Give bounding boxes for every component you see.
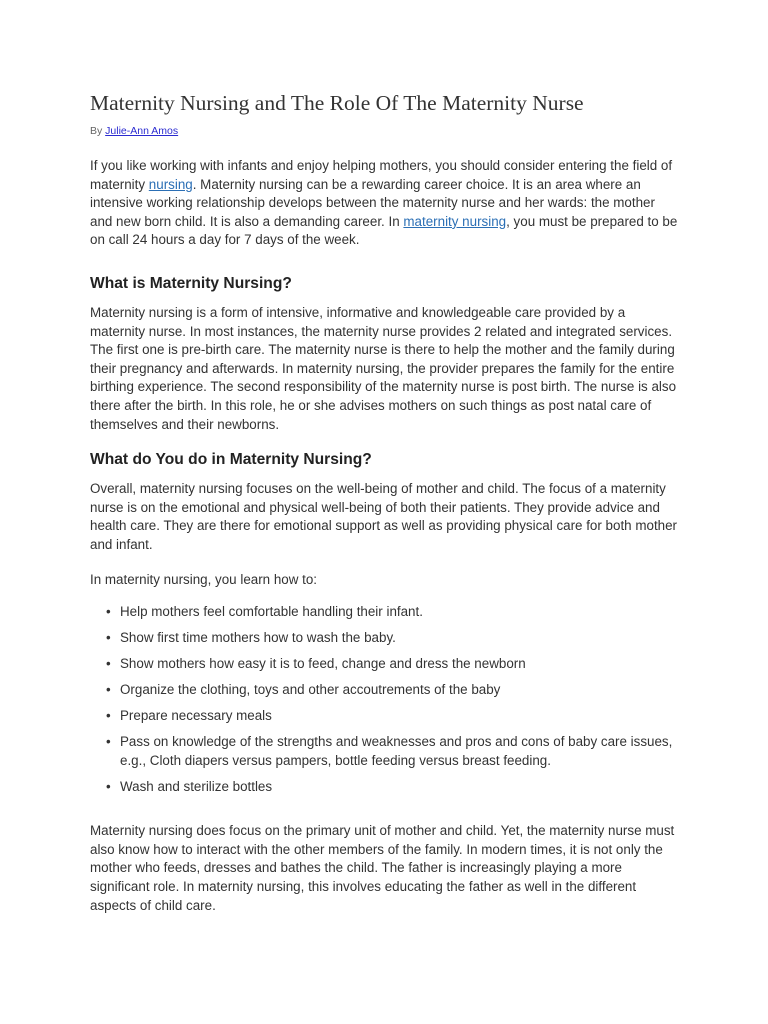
bullet-icon: • [106, 682, 111, 698]
intro-text-2: . Maternity nursing can be a rewarding career choice. It is an area where an intensive working relationship develops between the maternity nurse and her wards: the mother and new born child. It is also a demanding career. In [90, 176, 655, 229]
article-title: Maternity Nursing and The Role Of The Maternity Nurse [90, 91, 584, 115]
nursing-link[interactable]: nursing [148, 176, 193, 192]
byline-prefix: By [90, 125, 106, 137]
list-item: • Show mothers how easy it is to feed, change and dress the newborn [120, 655, 680, 674]
section-heading-what-do: What do You do in Maternity Nursing? [90, 451, 372, 469]
intro-paragraph [90, 157, 680, 250]
section-heading-what-is: What is Maternity Nursing? [90, 274, 292, 292]
article-body [90, 157, 680, 915]
maternity-nursing-link[interactable]: maternity nursing [403, 213, 507, 229]
list-item: • Show first time mothers how to wash the baby. [120, 629, 680, 648]
bullet-icon: • [106, 656, 111, 672]
bullet-icon: • [106, 734, 111, 750]
what-is-paragraph: Maternity nursing is a form of intensive, informative and knowledgeable care provided by a maternity nurse. In most instances, the maternity nurse provides 2 related and integrated services. The first one is pre-birth care. The maternity nurse is there to help the mother and the family during their pregnancy and afterwards. In maternity nursing, the provider prepares the family for the entire birthing experience. The second responsibility of the maternity nurse is post birth. The nurse is also there after the birth. In this role, he or she advises mothers on such things as post natal care of themselves and their newborns. [90, 304, 677, 432]
bullet-icon: • [106, 778, 111, 794]
intro-text-3: , you must be prepared to be on call 24 hours a day for 7 days of the week. [90, 213, 678, 248]
closing-paragraph: Maternity nursing does focus on the primary unit of mother and child. Yet, the maternity nurse must also know how to interact with the other members of the family. In modern times, it is not only the mother who feeds, dresses and bathes the child. The father is increasingly playing a more significant role. In maternity nursing, this involves educating the father as well in the different aspects of child care. [90, 823, 675, 913]
intro-text-1: If you like working with infants and enjoy helping mothers, you should consider entering the field of maternity [90, 158, 673, 192]
list-item: • Help mothers feel comfortable handling their infant. [120, 603, 680, 622]
list-item: • Wash and sterilize bottles [120, 778, 680, 797]
author-link[interactable]: Julie-Ann Amos [105, 125, 179, 137]
list-item: • Prepare necessary meals [120, 707, 680, 726]
list-intro: In maternity nursing, you learn how to: [90, 571, 318, 587]
skills-list [90, 603, 680, 796]
bullet-icon: • [106, 630, 111, 646]
list-item: • Organize the clothing, toys and other accoutrements of the baby [120, 681, 680, 700]
bullet-icon: • [106, 708, 111, 724]
bullet-icon: • [106, 604, 111, 620]
what-do-paragraph: Overall, maternity nursing focuses on the well-being of mother and child. The focus of a maternity nurse is on the emotional and physical well-being of both their patients. They provide advice and health care. They are there for emotional support as well as providing physical care for both mother and infant. [90, 481, 678, 552]
list-item: • Pass on knowledge of the strengths and weaknesses and pros and cons of baby care issues, e.g., Cloth diapers versus pampers, bottle feeding versus breast feeding. [106, 734, 673, 768]
byline [90, 124, 178, 138]
